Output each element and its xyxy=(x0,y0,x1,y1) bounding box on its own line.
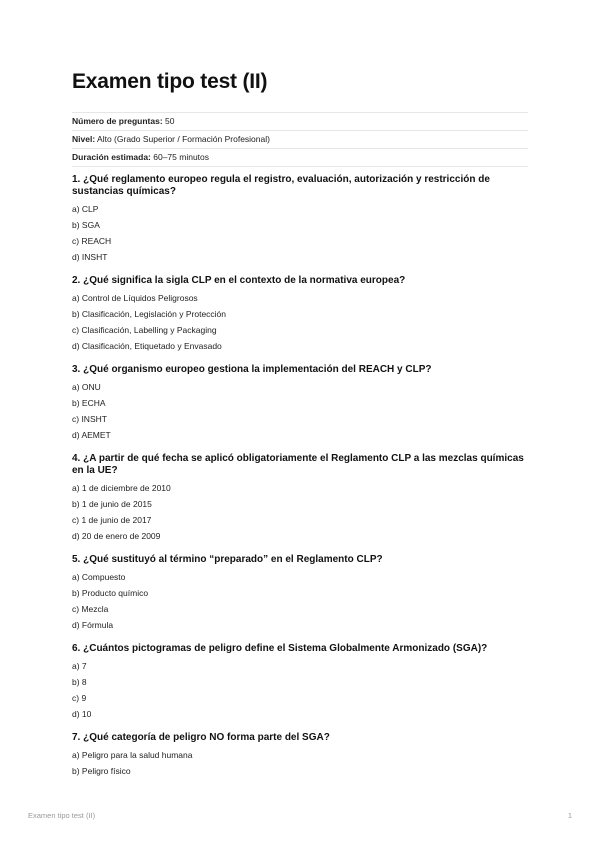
exam-metadata xyxy=(72,112,528,167)
question-text: 5. ¿Qué sustituyó al término “preparado” en el Reglamento CLP? xyxy=(72,554,383,565)
question-1 xyxy=(72,174,528,265)
answer-option: d) AEMET xyxy=(72,430,111,440)
answer-option: b) SGA xyxy=(72,220,100,230)
answer-option: c) REACH xyxy=(72,236,112,246)
answer-option: c) 9 xyxy=(72,693,87,703)
answer-option: b) 8 xyxy=(72,677,87,687)
answer-option: b) Peligro físico xyxy=(72,766,131,776)
answer-option: b) Clasificación, Legislación y Protección xyxy=(72,309,227,319)
answer-option: d) 20 de enero de 2009 xyxy=(72,531,161,541)
answer-option: a) 1 de diciembre de 2010 xyxy=(72,483,171,493)
question-text: 7. ¿Qué categoría de peligro NO forma parte del SGA? xyxy=(72,732,330,743)
answer-option: a) Peligro para la salud humana xyxy=(72,750,193,760)
answer-option: b) 1 de junio de 2015 xyxy=(72,499,152,509)
answer-option: d) 10 xyxy=(72,709,92,719)
question-4 xyxy=(72,453,528,544)
question-list xyxy=(72,174,528,779)
page-title: Examen tipo test (II) xyxy=(72,70,268,93)
answer-option: d) Clasificación, Etiquetado y Envasado xyxy=(72,341,222,351)
meta-label: Número de preguntas: xyxy=(72,116,163,126)
answer-option: a) CLP xyxy=(72,204,99,214)
question-3 xyxy=(72,364,528,443)
answer-option: a) Control de Líquidos Peligrosos xyxy=(72,293,198,303)
answer-option: c) INSHT xyxy=(72,414,107,424)
answer-option: c) Clasificación, Labelling y Packaging xyxy=(72,325,217,335)
question-text: 1. ¿Qué reglamento europeo regula el registro, evaluación, autorización y restricción de sustancias químicas? xyxy=(72,174,490,197)
answer-option: b) ECHA xyxy=(72,398,106,408)
question-6 xyxy=(72,643,528,722)
meta-label: Duración estimada: xyxy=(72,152,151,162)
meta-question-count xyxy=(72,112,528,130)
question-text: 4. ¿A partir de qué fecha se aplicó obligatoriamente el Reglamento CLP a las mezclas químicas en la UE? xyxy=(72,453,524,476)
answer-option: b) Producto químico xyxy=(72,588,149,598)
question-text: 2. ¿Qué significa la sigla CLP en el contexto de la normativa europea? xyxy=(72,275,406,286)
meta-level xyxy=(72,130,528,148)
meta-label: Nivel: xyxy=(72,134,96,144)
meta-duration xyxy=(72,148,528,167)
meta-value: Alto (Grado Superior / Formación Profesional) xyxy=(95,134,270,144)
question-5 xyxy=(72,554,528,633)
answer-option: d) INSHT xyxy=(72,252,108,262)
question-2 xyxy=(72,275,528,354)
question-7 xyxy=(72,732,528,779)
question-text: 6. ¿Cuántos pictogramas de peligro define el Sistema Globalmente Armonizado (SGA)? xyxy=(72,643,488,654)
footer-document-title: Examen tipo test (II) xyxy=(28,811,96,820)
meta-value: 50 xyxy=(162,116,175,126)
meta-value: 60–75 minutos xyxy=(150,152,210,162)
answer-option: a) 7 xyxy=(72,661,87,671)
footer-page-number: 1 xyxy=(567,811,572,820)
answer-option: a) Compuesto xyxy=(72,572,126,582)
question-text: 3. ¿Qué organismo europeo gestiona la implementación del REACH y CLP? xyxy=(72,364,432,375)
answer-option: c) 1 de junio de 2017 xyxy=(72,515,152,525)
answer-option: a) ONU xyxy=(72,382,101,392)
answer-option: c) Mezcla xyxy=(72,604,109,614)
answer-option: d) Fórmula xyxy=(72,620,114,630)
